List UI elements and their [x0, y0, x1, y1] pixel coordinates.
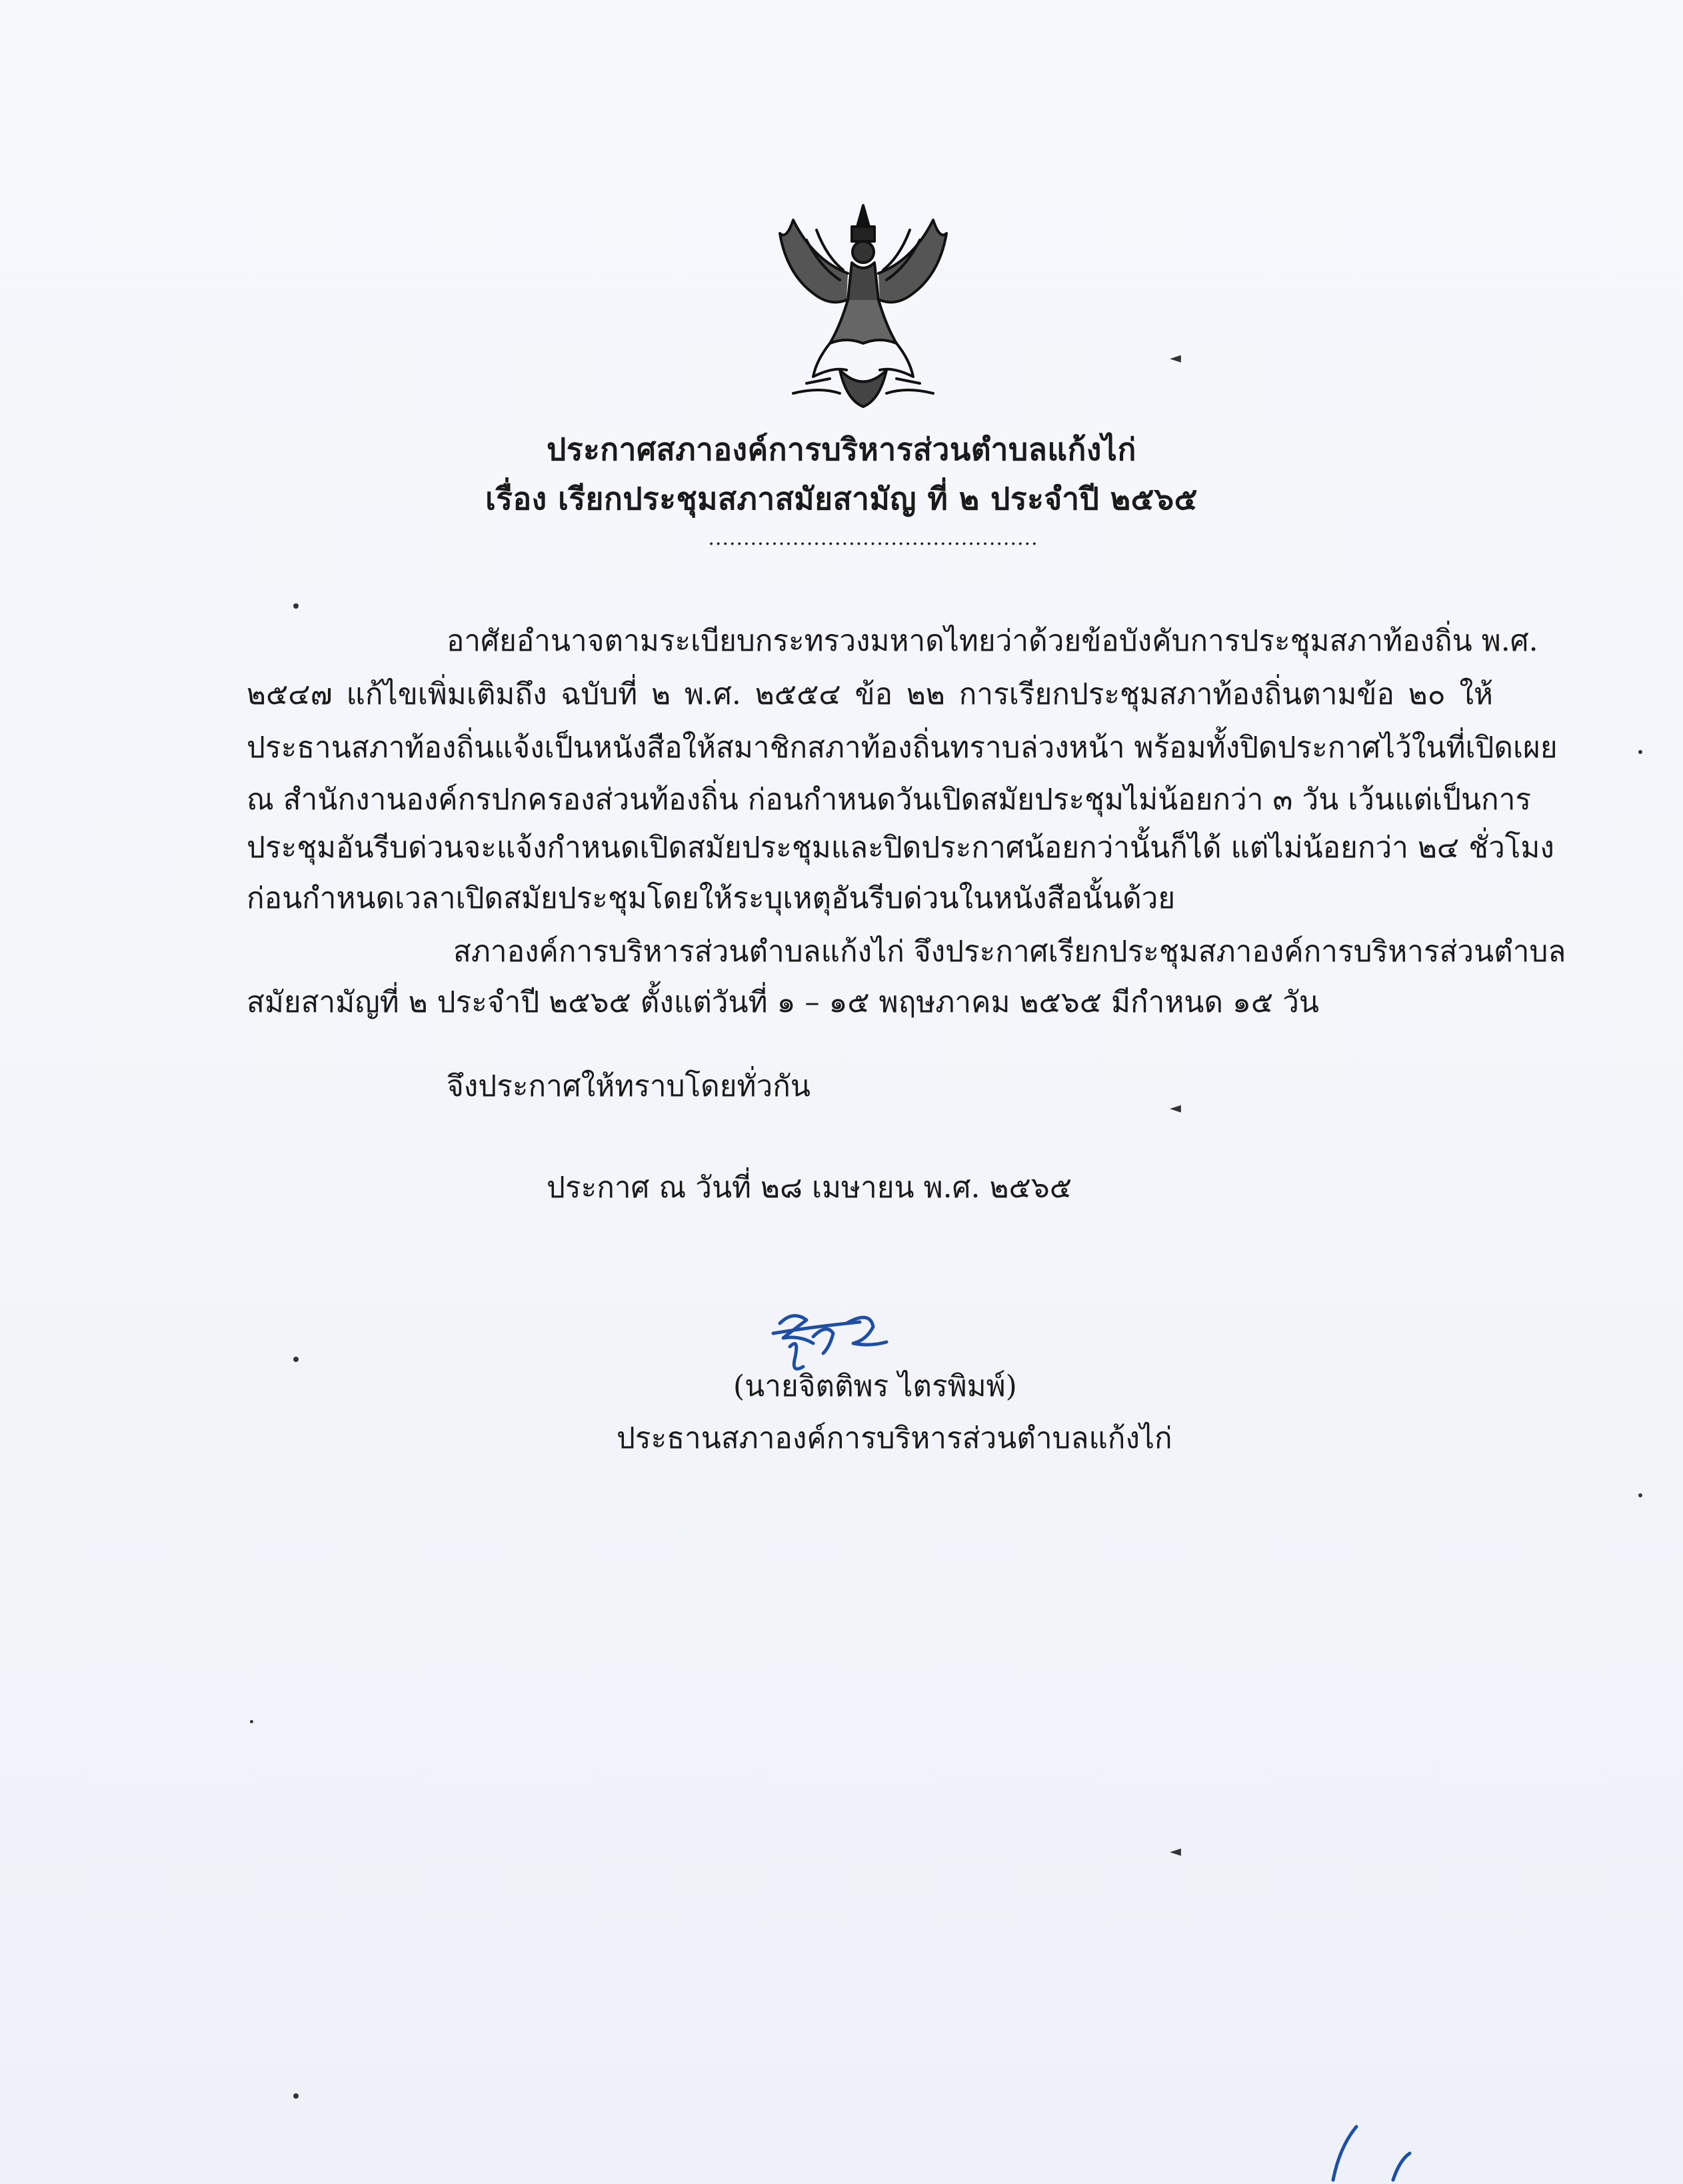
announce-statement: จึงประกาศให้ทราบโดยทั่วกัน [447, 1069, 811, 1103]
scan-speck [250, 1720, 253, 1723]
paragraph-1-line-1: อาศัยอำนาจตามระเบียบกระทรวงมหาดไทยว่าด้วยข้อบังคับการประชุมสภาท้องถิ่น พ.ศ. [447, 624, 1538, 658]
paragraph-1-line-4: ณ สำนักงานองค์กรปกครองส่วนท้องถิ่น ก่อนกำหนดวันเปิดสมัยประชุมไม่น้อยกว่า ๓ วัน เว้นแต่เป็นการ [247, 783, 1532, 817]
garuda-emblem [767, 200, 960, 413]
scan-speck [293, 1357, 299, 1362]
scan-mark: ◄ [1170, 1100, 1181, 1117]
handwritten-signature [753, 1297, 893, 1377]
paragraph-2-line-1: สภาองค์การบริหารส่วนตำบลแก้งไก่ จึงประกาศเรียกประชุมสภาองค์การบริหารส่วนตำบล [453, 935, 1566, 969]
paragraph-1-line-2: ๒๕๔๗ แก้ไขเพิ่มเติมถึง ฉบับที่ ๒ พ.ศ. ๒๕๕๔ ข้อ ๒๒ การเรียกประชุมสภาท้องถิ่นตามข้อ ๒๐ ให้ [247, 677, 1493, 711]
announcement-date: ประกาศ ณ วันที่ ๒๘ เมษายน พ.ศ. ๒๕๖๕ [547, 1171, 1072, 1205]
announcement-subject: เรื่อง เรียกประชุมสภาสมัยสามัญ ที่ ๒ ประจำปี ๒๕๖๕ [485, 481, 1198, 517]
paragraph-1-line-6: ก่อนกำหนดเวลาเปิดสมัยประชุมโดยให้ระบุเหตุอันรีบด่วนในหนังสือนั้นด้วย [247, 881, 1176, 915]
title-separator: ............................................... [708, 527, 1038, 550]
signatory-position: ประธานสภาองค์การบริหารส่วนตำบลแก้งไก่ [617, 1421, 1172, 1455]
scan-mark: ◄ [1170, 1843, 1181, 1860]
announcement-title: ประกาศสภาองค์การบริหารส่วนตำบลแก้งไก่ [547, 431, 1136, 467]
paragraph-2-line-2: สมัยสามัญที่ ๒ ประจำปี ๒๕๖๕ ตั้งแต่วันที่ ๑ – ๑๕ พฤษภาคม ๒๕๖๕ มีกำหนด ๑๕ วัน [247, 985, 1319, 1019]
scan-speck [1638, 1493, 1642, 1497]
scan-mark: ◄ [1170, 350, 1181, 367]
scan-speck [293, 2093, 299, 2099]
scan-speck [293, 603, 299, 609]
paragraph-1-line-5: ประชุมอันรีบด่วนจะแจ้งกำหนดเปิดสมัยประชุมและปิดประกาศน้อยกว่านั้นก็ได้ แต่ไม่น้อยกว่า ๒๔ ชั่วโมง [247, 831, 1554, 865]
partial-signature-mark [1293, 2113, 1426, 2184]
paragraph-1-line-3: ประธานสภาท้องถิ่นแจ้งเป็นหนังสือให้สมาชิกสภาท้องถิ่นทราบล่วงหน้า พร้อมทั้งปิดประกาศไว้ในที่เปิดเผย [247, 731, 1558, 765]
signatory-name: (นายจิตติพร ไตรพิมพ์) [733, 1369, 1017, 1403]
scan-speck [1638, 750, 1642, 754]
